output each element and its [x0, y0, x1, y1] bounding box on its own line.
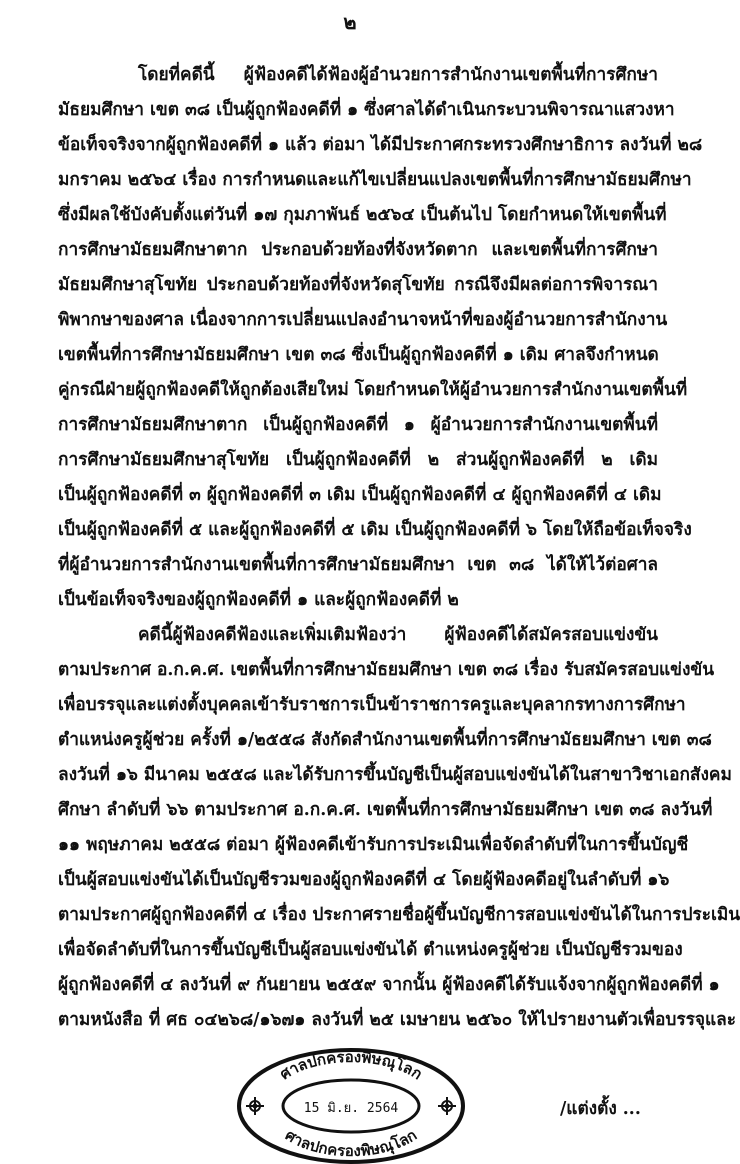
- text-line: ตำแหน่งครูผู้ช่วย ครั้งที่ ๑/๒๕๕๘ สังกัดสำนักงานเขตพื้นที่การศึกษามัธยมศึกษา เขต ๓๘: [58, 730, 712, 750]
- document-body: [58, 58, 740, 1038]
- text-line: เป็นผู้สอบแข่งขันได้เป็นบัญชีรวมของผู้ถูกฟ้องคดีที่ ๔ โดยผู้ฟ้องคดีอยู่ในลำดับที่ ๑๖: [58, 870, 670, 890]
- court-stamp: [235, 1046, 467, 1164]
- text-line: ตามประกาศผู้ถูกฟ้องคดีที่ ๔ เรื่อง ประกาศรายชื่อผู้ขึ้นบัญชีการสอบแข่งขันได้ในการประเมิน: [58, 905, 740, 925]
- text-line: ลงวันที่ ๑๖ มีนาคม ๒๕๕๘ และได้รับการขึ้นบัญชีเป็นผู้สอบแข่งขันได้ในสาขาวิชาเอกสังคม: [58, 765, 732, 785]
- text-line: ผู้ถูกฟ้องคดีที่ ๔ ลงวันที่ ๙ กันยายน ๒๕๕๙ จากนั้น ผู้ฟ้องคดีได้รับแจ้งจากผู้ถูกฟ้องคดีที่ ๑: [58, 975, 720, 995]
- stamp-emblem-left-icon: [246, 1097, 264, 1115]
- text-line: ข้อเท็จจริงจากผู้ถูกฟ้องคดีที่ ๑ แล้ว ต่อมา ได้มีประกาศกระทรวงศึกษาธิการ ลงวันที่ ๒๘: [58, 135, 703, 155]
- text-line: ๑๑ พฤษภาคม ๒๕๕๘ ต่อมา ผู้ฟ้องคดีเข้ารับการประเมินเพื่อจัดลำดับที่ในการขึ้นบัญชี: [58, 835, 689, 855]
- text-line: การศึกษามัธยมศึกษาตาก เป็นผู้ถูกฟ้องคดีที่ ๑ ผู้อำนวยการสำนักงานเขตพื้นที่: [58, 415, 658, 435]
- page-number: ๒: [343, 10, 357, 34]
- text-line: มัธยมศึกษาสุโขทัย ประกอบด้วยท้องที่จังหวัดสุโขทัย กรณีจึงมีผลต่อการพิจารณา: [58, 275, 658, 295]
- text-line: เพื่อบรรจุและแต่งตั้งบุคคลเข้ารับราชการเป็นข้าราชการครูและบุคลากรทางการศึกษา: [58, 695, 686, 715]
- svg-text:ศาลปกครองพิษณุโลก: [276, 1048, 425, 1083]
- text-line: เป็นผู้ถูกฟ้องคดีที่ ๕ และผู้ถูกฟ้องคดีที่ ๕ เดิม เป็นผู้ถูกฟ้องคดีที่ ๖ โดยให้ถือข้อเท็จจริง: [58, 520, 692, 540]
- stamp-court-name-top: ศาลปกครองพิษณุโลก: [276, 1047, 426, 1084]
- text-line: โดยที่คดีนี้ ผู้ฟ้องคดีได้ฟ้องผู้อำนวยการสำนักงานเขตพื้นที่การศึกษา: [138, 65, 658, 85]
- text-line: มัธยมศึกษา เขต ๓๘ เป็นผู้ถูกฟ้องคดีที่ ๑ ซึ่งศาลได้ดำเนินกระบวนพิจารณาแสวงหา: [58, 100, 675, 120]
- text-line: เพื่อจัดลำดับที่ในการขึ้นบัญชีเป็นผู้สอบแข่งขันได้ ตำแหน่งครูผู้ช่วย เป็นบัญชีรวมของ: [58, 940, 683, 960]
- text-line: พิพากษาของศาล เนื่องจากการเปลี่ยนแปลงอำนาจหน้าที่ของผู้อำนวยการสำนักงาน: [58, 310, 668, 330]
- stamp-court-name-bottom: ศาลปกครองพิษณุโลก: [281, 1125, 421, 1161]
- text-line: ศึกษา ลำดับที่ ๖๖ ตามประกาศ อ.ก.ค.ศ. เขตพื้นที่การศึกษามัธยมศึกษา เขต ๓๘ ลงวันที่: [58, 800, 713, 820]
- text-line: มกราคม ๒๕๖๔ เรื่อง การกำหนดและแก้ไขเปลี่ยนแปลงเขตพื้นที่การศึกษามัธยมศึกษา: [58, 170, 692, 190]
- text-line: คู่กรณีฝ่ายผู้ถูกฟ้องคดีให้ถูกต้องเสียใหม่ โดยกำหนดให้ผู้อำนวยการสำนักงานเขตพื้นที่: [58, 380, 688, 400]
- continuation-marker: /แต่งตั้ง ...: [560, 1099, 641, 1119]
- text-line: การศึกษามัธยมศึกษาสุโขทัย เป็นผู้ถูกฟ้องคดีที่ ๒ ส่วนผู้ถูกฟ้องคดีที่ ๒ เดิม: [58, 450, 658, 470]
- text-line: ซึ่งมีผลใช้บังคับตั้งแต่วันที่ ๑๗ กุมภาพันธ์ ๒๕๖๔ เป็นต้นไป โดยกำหนดให้เขตพื้นที่: [58, 205, 667, 225]
- text-line: คดีนี้ผู้ฟ้องคดีฟ้องและเพิ่มเติมฟ้องว่า ผู้ฟ้องคดีได้สมัครสอบแข่งขัน: [138, 625, 658, 645]
- text-line: ตามหนังสือ ที่ ศธ ๐๔๒๖๘/๑๖๗๑ ลงวันที่ ๒๕ เมษายน ๒๕๖๐ ให้ไปรายงานตัวเพื่อบรรจุและ: [58, 1010, 737, 1030]
- text-line: เขตพื้นที่การศึกษามัธยมศึกษา เขต ๓๘ ซึ่งเป็นผู้ถูกฟ้องคดีที่ ๑ เดิม ศาลจึงกำหนด: [58, 345, 659, 365]
- text-line: เป็นผู้ถูกฟ้องคดีที่ ๓ ผู้ถูกฟ้องคดีที่ ๓ เดิม เป็นผู้ถูกฟ้องคดีที่ ๔ ผู้ถูกฟ้องคดีที่ ๔ เดิม: [58, 485, 662, 505]
- text-line: ตามประกาศ อ.ก.ค.ศ. เขตพื้นที่การศึกษามัธยมศึกษา เขต ๓๘ เรื่อง รับสมัครสอบแข่งขัน: [58, 660, 715, 680]
- text-line: การศึกษามัธยมศึกษาตาก ประกอบด้วยท้องที่จังหวัดตาก และเขตพื้นที่การศึกษา: [58, 240, 658, 260]
- text-line: ที่ผู้อำนวยการสำนักงานเขตพื้นที่การศึกษามัธยมศึกษา เขต ๓๘ ได้ให้ไว้ต่อศาล: [58, 555, 658, 575]
- stamp-date: 15 มิ.ย. 2564: [303, 1101, 399, 1116]
- text-line-last: เป็นข้อเท็จจริงของผู้ถูกฟ้องคดีที่ ๑ และผู้ถูกฟ้องคดีที่ ๒: [58, 590, 459, 610]
- stamp-emblem-right-icon: [438, 1097, 456, 1115]
